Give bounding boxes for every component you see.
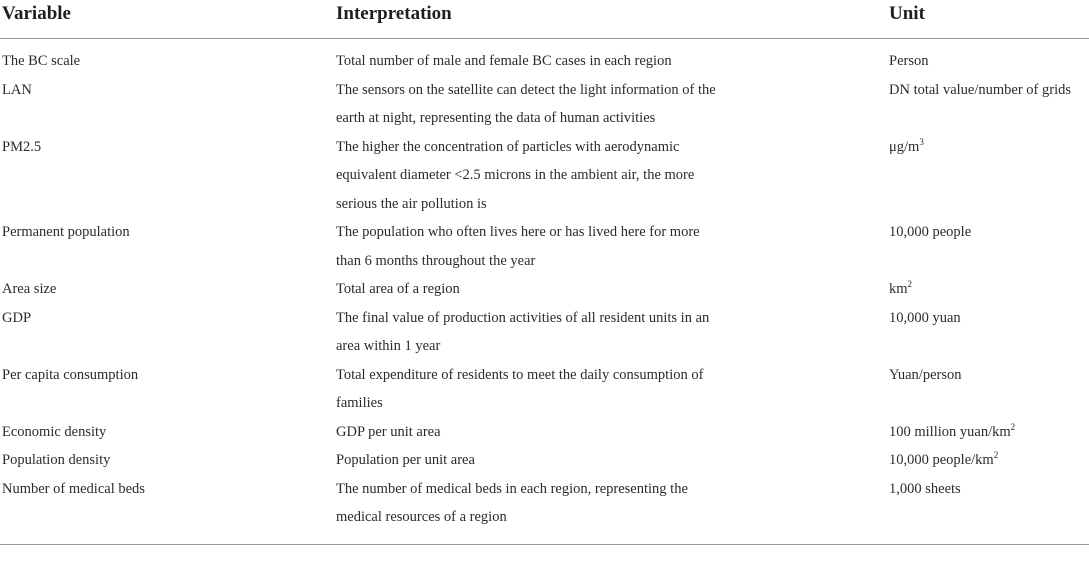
table-row	[0, 475, 1089, 545]
cell-interpretation: GDP per unit area	[336, 423, 441, 440]
unit-text: km	[889, 281, 908, 297]
table-row	[0, 39, 1089, 76]
unit-text: DN total value/number of grids	[889, 81, 1072, 98]
table-row	[0, 304, 1089, 361]
cell-variable: GDP	[2, 309, 32, 326]
cell-unit	[887, 475, 1089, 545]
header-variable: Variable	[0, 0, 334, 39]
header-interpretation: Interpretation	[334, 0, 887, 39]
cell-variable: Number of medical beds	[0, 475, 334, 545]
cell-variable: Per capita consumption	[2, 366, 139, 383]
cell-unit	[887, 446, 1089, 475]
cell-unit	[887, 418, 1089, 447]
unit-text: 100 million yuan/km	[889, 423, 1011, 440]
cell-variable: PM2.5	[2, 138, 42, 155]
table-row	[0, 361, 1089, 418]
unit-superscript: 3	[919, 136, 924, 147]
table-row	[0, 446, 1089, 475]
cell-unit	[887, 218, 1089, 275]
table-row	[0, 76, 1089, 133]
unit-superscript: 2	[907, 279, 913, 290]
header-unit: Unit	[887, 0, 1089, 39]
cell-unit	[887, 76, 1089, 133]
cell-variable: LAN	[2, 81, 32, 98]
cell-interpretation: Total expenditure of residents to meet the daily consumption of families	[336, 366, 704, 411]
cell-interpretation: The number of medical beds in each region, representing the medical resources of a region	[334, 475, 887, 545]
table-header	[0, 0, 1089, 39]
unit-text: 10,000 yuan	[889, 309, 961, 326]
unit-text: 1,000 sheets	[889, 480, 961, 497]
table-row	[0, 218, 1089, 275]
cell-interpretation: The population who often lives here or has lived here for more than 6 months throughout the year	[336, 224, 700, 269]
cell-variable: Permanent population	[2, 224, 130, 240]
unit-text: 10,000 people	[889, 224, 972, 240]
cell-variable: Area size	[2, 281, 57, 297]
cell-variable: Population density	[2, 452, 111, 468]
cell-variable: Economic density	[2, 423, 107, 440]
cell-unit	[887, 133, 1089, 219]
cell-interpretation: Population per unit area	[336, 452, 475, 468]
cell-interpretation: The sensors on the satellite can detect the light information of the earth at night, representing the data of human activities	[336, 81, 716, 126]
unit-text: μg/m	[889, 138, 920, 155]
cell-unit	[887, 304, 1089, 361]
unit-text: Yuan/person	[889, 366, 962, 383]
table-row	[0, 418, 1089, 447]
cell-interpretation: Total area of a region	[336, 281, 460, 297]
cell-unit	[887, 361, 1089, 418]
cell-variable: The BC scale	[2, 53, 81, 69]
table-body	[0, 39, 1089, 545]
unit-text: 10,000 people/km	[889, 452, 994, 468]
unit-text: Person	[889, 53, 929, 69]
cell-interpretation: The higher the concentration of particles with aerodynamic equivalent diameter <2.5 microns in the ambient air, the more serious the air pollution is	[336, 138, 695, 212]
cell-unit	[887, 39, 1089, 76]
cell-interpretation: The final value of production activities of all resident units in an area within 1 year	[336, 309, 710, 354]
unit-superscript: 2	[1010, 421, 1016, 432]
cell-interpretation: Total number of male and female BC cases in each region	[336, 53, 672, 69]
unit-superscript: 2	[993, 450, 999, 461]
cell-unit	[887, 275, 1089, 304]
table-row	[0, 275, 1089, 304]
header-row	[0, 0, 1089, 39]
table-row	[0, 133, 1089, 219]
